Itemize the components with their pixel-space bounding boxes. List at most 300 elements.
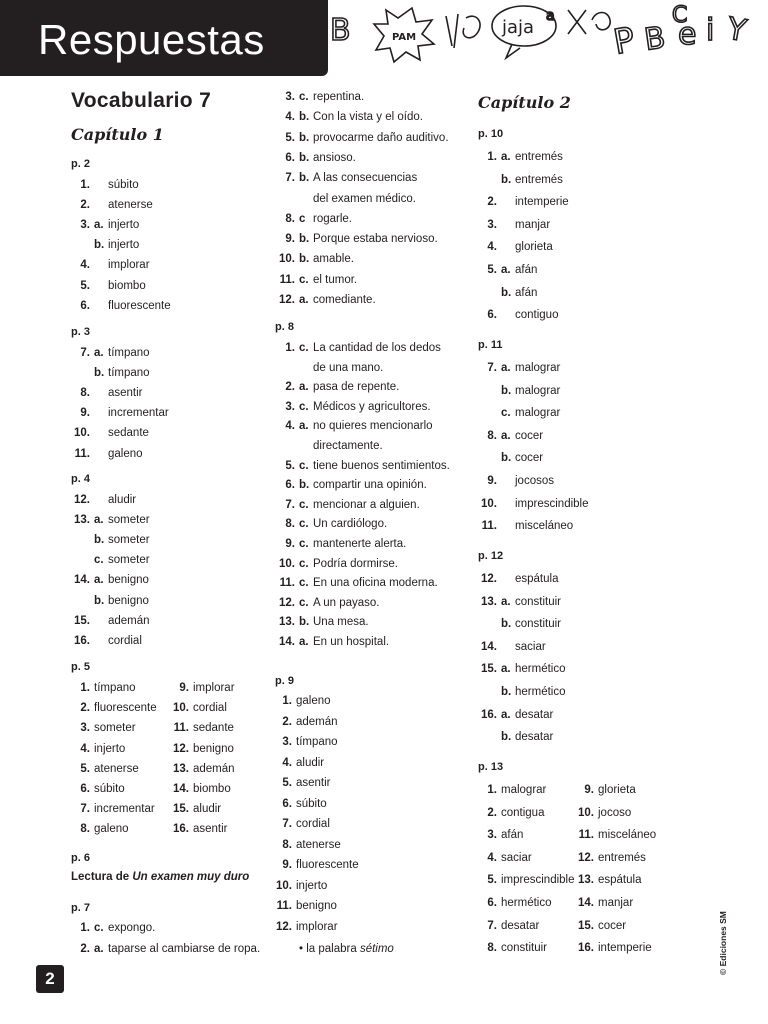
answer-item xyxy=(477,196,569,208)
item-number: 9. xyxy=(487,475,497,487)
answer-item xyxy=(275,636,389,648)
page-ref-label: p. 9 xyxy=(275,675,294,687)
item-number: 10. xyxy=(173,702,189,715)
item-letter: c. xyxy=(299,596,309,609)
answer-item xyxy=(477,942,547,954)
item-number: 1. xyxy=(285,342,295,354)
answer-item xyxy=(477,852,532,864)
item-number: 14. xyxy=(74,574,90,587)
answer-item xyxy=(275,577,438,589)
item-answer: jocosos xyxy=(515,475,554,487)
answer-item xyxy=(477,731,553,743)
item-answer: intemperie xyxy=(515,196,569,209)
item-answer: someter xyxy=(108,554,150,567)
item-number: 8. xyxy=(80,823,90,836)
answer-item xyxy=(165,823,228,835)
answer-item xyxy=(275,499,420,511)
item-letter: b. xyxy=(299,479,310,492)
item-answer: La cantidad de los dedos xyxy=(313,342,441,354)
item-number: 4. xyxy=(282,756,292,769)
answer-item xyxy=(275,420,433,432)
item-answer: imprescindible xyxy=(501,874,575,887)
item-answer: En un hospital. xyxy=(313,636,390,648)
item-number: 3. xyxy=(80,219,90,232)
answer-item xyxy=(272,921,338,933)
item-answer: constituir xyxy=(515,618,562,631)
item-number: 7. xyxy=(80,347,90,359)
item-answer: misceláneo xyxy=(598,829,657,842)
doodle-c: C xyxy=(672,3,688,28)
item-answer: contiguo xyxy=(515,309,559,322)
answer-item xyxy=(272,900,337,912)
header-doodles-illustration xyxy=(316,0,768,72)
item-letter: b. xyxy=(94,367,105,380)
item-answer: constituir xyxy=(515,595,562,608)
item-answer: manjar xyxy=(598,897,634,909)
answer-item xyxy=(165,783,231,795)
item-letter: a. xyxy=(501,264,511,276)
answer-item xyxy=(275,362,383,374)
item-answer: galeno xyxy=(94,823,129,836)
item-answer: ademán xyxy=(108,614,150,627)
answer-item xyxy=(70,702,157,714)
item-answer: provocarme daño auditivo. xyxy=(313,131,449,144)
answer-item xyxy=(70,743,125,755)
item-answer: cocer xyxy=(598,919,627,932)
item-answer: A las consecuencias xyxy=(313,172,418,185)
item-letter: a. xyxy=(94,219,104,232)
item-answer: desatar xyxy=(515,731,554,744)
item-number: 9. xyxy=(80,407,90,420)
item-number: 13. xyxy=(481,595,497,608)
item-answer: atenerse xyxy=(94,762,139,775)
item-number: 3. xyxy=(285,400,295,413)
item-number: 8. xyxy=(285,212,295,225)
answer-item xyxy=(477,596,561,608)
item-answer: fluorescente xyxy=(296,859,359,871)
item-answer: afán xyxy=(515,264,538,276)
item-number: 5. xyxy=(487,264,497,276)
item-number: 11. xyxy=(279,577,295,590)
item-answer: fluorescente xyxy=(94,702,157,715)
item-number: 7. xyxy=(285,498,295,511)
item-answer: expongo. xyxy=(108,922,156,934)
item-answer: constituir xyxy=(501,942,548,955)
item-number: 12. xyxy=(173,742,189,755)
item-letter: b. xyxy=(501,686,512,698)
answer-item xyxy=(477,407,560,419)
note-word: sétimo xyxy=(359,943,394,955)
item-answer: hermético xyxy=(515,686,566,698)
answer-item xyxy=(70,823,129,835)
answer-item xyxy=(275,479,427,491)
item-number: 16. xyxy=(578,942,594,955)
answer-item xyxy=(70,280,146,292)
section-title: Vocabulario 7 xyxy=(71,89,212,112)
item-answer: atenerse xyxy=(296,838,341,851)
answer-item xyxy=(477,498,589,510)
item-letter: c. xyxy=(299,459,309,472)
item-answer: amable. xyxy=(313,253,354,266)
item-number: 12. xyxy=(578,851,594,864)
item-number: 6. xyxy=(487,309,497,322)
item-letter: a. xyxy=(501,708,511,721)
answer-item xyxy=(477,829,523,841)
answer-item xyxy=(275,132,449,144)
item-letter: b. xyxy=(94,534,105,547)
page-ref-label: p. 6 xyxy=(71,852,90,864)
item-number: 7. xyxy=(80,803,90,816)
item-answer: afán xyxy=(515,286,538,299)
item-answer: Una mesa. xyxy=(313,616,369,629)
item-answer: sedante xyxy=(193,722,234,735)
item-answer: galeno xyxy=(296,695,331,707)
answer-item xyxy=(272,818,330,830)
item-number: 5. xyxy=(80,762,90,775)
item-number: 11. xyxy=(578,829,594,842)
item-letter: a. xyxy=(94,942,104,955)
answer-item xyxy=(165,722,234,734)
item-answer: benigno xyxy=(108,574,149,587)
item-letter: b. xyxy=(501,173,512,186)
answer-item xyxy=(70,367,150,379)
item-answer: implorar xyxy=(193,682,235,694)
item-answer: manjar xyxy=(515,218,551,231)
item-answer: implorar xyxy=(108,259,150,272)
item-letter: c. xyxy=(299,342,309,354)
answer-item xyxy=(477,174,563,186)
item-letter: c. xyxy=(299,91,309,103)
answer-item xyxy=(275,616,369,628)
item-number: 4. xyxy=(487,241,497,254)
item-letter: b. xyxy=(501,618,512,631)
answer-item xyxy=(570,829,656,841)
item-number: 7. xyxy=(282,818,292,830)
item-number: 9. xyxy=(584,784,594,796)
item-letter: a. xyxy=(94,574,104,587)
answer-item xyxy=(70,347,150,359)
item-number: 6. xyxy=(282,797,292,810)
item-letter: b. xyxy=(94,594,105,607)
item-answer: aludir xyxy=(193,803,222,816)
item-answer: aludir xyxy=(108,494,137,506)
answer-item xyxy=(70,635,142,647)
answer-item xyxy=(272,777,331,789)
answer-item xyxy=(70,554,150,566)
item-answer: ansioso. xyxy=(313,151,356,164)
item-number: 13. xyxy=(173,762,189,775)
item-number: 5. xyxy=(285,459,295,472)
item-answer: cocer xyxy=(515,429,544,442)
item-number: 2. xyxy=(487,806,497,819)
item-letter: a. xyxy=(299,420,309,433)
item-answer: Un cardiólogo. xyxy=(313,518,388,531)
answer-item xyxy=(70,259,150,271)
page-ref-label: p. 10 xyxy=(478,128,504,140)
item-number: 8. xyxy=(80,387,90,400)
item-number: 5. xyxy=(80,279,90,292)
item-answer: hermético xyxy=(515,663,566,676)
answer-item xyxy=(477,618,561,630)
item-answer: jocoso xyxy=(598,806,632,819)
answer-item xyxy=(570,807,631,819)
answer-item xyxy=(477,430,543,442)
item-answer: hermético xyxy=(501,897,552,909)
item-answer: ademán xyxy=(296,715,338,728)
item-number: 12. xyxy=(279,596,295,609)
item-number: 13. xyxy=(74,514,90,527)
item-number: 16. xyxy=(481,708,497,721)
item-answer: taparse al cambiarse de ropa. xyxy=(108,942,261,955)
item-number: 5. xyxy=(487,874,497,887)
item-answer: malograr xyxy=(501,784,547,796)
item-answer: saciar xyxy=(515,640,546,653)
answer-item xyxy=(70,943,260,955)
item-letter: b. xyxy=(299,151,310,164)
doodle-e: e xyxy=(678,17,697,52)
answer-item xyxy=(70,682,136,694)
item-number: 14. xyxy=(173,783,189,795)
item-number: 3. xyxy=(80,722,90,735)
item-answer: implorar xyxy=(296,920,338,933)
item-number: 2. xyxy=(487,196,497,209)
item-answer: espátula xyxy=(598,874,642,887)
item-number: 11. xyxy=(276,900,292,912)
item-letter: a. xyxy=(299,636,309,648)
item-letter: a. xyxy=(299,381,309,394)
item-letter: c. xyxy=(94,922,104,934)
item-answer: contigua xyxy=(501,806,545,819)
doodle-y: Y xyxy=(724,11,749,50)
item-answer: incrementar xyxy=(94,803,155,816)
item-answer: glorieta xyxy=(598,784,636,796)
item-number: 6. xyxy=(285,151,295,164)
item-answer: rogarle. xyxy=(313,212,352,225)
item-number: 5. xyxy=(282,777,292,789)
answer-item xyxy=(272,859,359,871)
answer-item xyxy=(272,695,331,707)
answer-item xyxy=(70,407,169,419)
page-ref-label: p. 7 xyxy=(71,902,90,914)
item-number: 16. xyxy=(74,634,90,647)
answer-item xyxy=(165,743,234,755)
item-answer: comediante. xyxy=(313,294,376,306)
item-letter: b. xyxy=(299,131,310,144)
answer-item xyxy=(70,722,136,734)
item-number: 6. xyxy=(487,897,497,909)
item-number: 12. xyxy=(481,573,497,585)
item-letter: b. xyxy=(501,286,512,299)
item-number: 1. xyxy=(487,151,497,163)
page-ref-label: p. 2 xyxy=(71,158,90,170)
item-answer: malograr xyxy=(515,362,561,374)
item-answer: pasa de repente. xyxy=(313,381,400,394)
item-number: 3. xyxy=(487,829,497,842)
item-number: 12. xyxy=(279,294,295,306)
item-answer: espátula xyxy=(515,573,559,585)
item-answer: A un payaso. xyxy=(313,596,380,609)
answer-item xyxy=(70,803,155,815)
item-number: 1. xyxy=(80,682,90,694)
answer-item xyxy=(70,219,139,231)
item-letter: b. xyxy=(299,111,310,124)
item-answer: Podría dormirse. xyxy=(313,557,399,570)
item-answer: mencionar a alguien. xyxy=(313,498,420,511)
page-ref-label: p. 8 xyxy=(275,321,294,333)
answer-item xyxy=(70,763,139,775)
answer-item xyxy=(70,387,143,399)
item-answer: ademán xyxy=(193,762,235,775)
answer-item xyxy=(477,151,563,163)
item-number: 14. xyxy=(578,897,594,909)
item-letter: b. xyxy=(299,616,310,629)
doodle-letter: B xyxy=(330,13,351,48)
item-letter: c. xyxy=(94,554,104,567)
item-letter: a. xyxy=(299,294,309,306)
item-answer: súbito xyxy=(108,179,139,191)
item-number: 12. xyxy=(74,494,90,506)
item-number: 7. xyxy=(487,919,497,932)
answer-item xyxy=(477,452,543,464)
item-answer: Con la vista y el oído. xyxy=(313,111,423,124)
item-answer: entremés xyxy=(515,173,563,186)
item-number: 10. xyxy=(481,497,497,510)
answer-item xyxy=(275,460,450,472)
answer-item xyxy=(477,874,575,886)
answer-item xyxy=(165,763,235,775)
item-answer: biombo xyxy=(193,783,231,795)
doodle-i: i xyxy=(706,13,715,48)
answer-item xyxy=(70,922,155,934)
p9-note xyxy=(299,943,394,955)
answer-item xyxy=(272,716,338,728)
item-letter: b. xyxy=(299,233,310,246)
item-answer: injerto xyxy=(94,742,126,755)
doodle-pam: PAM xyxy=(392,32,417,43)
item-answer: fluorescente xyxy=(108,299,171,312)
item-answer: malograr xyxy=(515,407,561,420)
answer-item xyxy=(275,152,356,164)
doodle-jaja: jaja xyxy=(502,17,535,38)
item-number: 13. xyxy=(279,616,295,629)
page-ref-label: p. 11 xyxy=(478,339,503,351)
answer-item xyxy=(272,880,327,892)
item-answer: malograr xyxy=(515,384,561,397)
item-answer: aludir xyxy=(296,756,325,769)
page-ref-label: p. 5 xyxy=(71,661,90,673)
answer-item xyxy=(165,803,221,815)
item-answer: cordial xyxy=(108,634,142,647)
item-number: 6. xyxy=(80,783,90,795)
answer-item xyxy=(570,784,636,796)
item-number: 11. xyxy=(74,447,90,460)
item-letter: b. xyxy=(501,452,512,465)
answer-item xyxy=(477,264,537,276)
item-letter: b. xyxy=(299,253,310,266)
item-answer: intemperie xyxy=(598,942,652,955)
chapter-heading: Capítulo 2 xyxy=(478,93,571,112)
item-number: 10. xyxy=(276,879,292,892)
header-banner xyxy=(0,0,328,76)
item-answer: benigno xyxy=(108,594,149,607)
page-title: Respuestas xyxy=(38,16,265,63)
item-number: 14. xyxy=(279,636,295,648)
answer-item xyxy=(477,219,550,231)
answer-item xyxy=(477,663,566,675)
item-answer: afán xyxy=(501,829,524,842)
answer-item xyxy=(477,475,554,487)
item-number: 11. xyxy=(481,520,497,533)
item-number: 9. xyxy=(179,682,189,694)
answer-item xyxy=(272,736,338,748)
answer-item xyxy=(70,574,149,586)
item-letter: b. xyxy=(299,172,310,185)
answer-item xyxy=(70,179,139,191)
answer-item xyxy=(275,193,416,205)
copyright-notice: © Ediciones SM xyxy=(718,911,728,975)
item-number: 1. xyxy=(80,922,90,934)
item-answer: tiene buenos sentimientos. xyxy=(313,459,450,472)
answer-item xyxy=(275,233,438,245)
item-answer: Porque estaba nervioso. xyxy=(313,233,438,246)
item-number: 4. xyxy=(80,259,90,272)
item-number: 15. xyxy=(481,663,497,676)
answer-item xyxy=(570,942,652,954)
item-number: 4. xyxy=(285,420,295,433)
item-number: 8. xyxy=(285,518,295,531)
item-number: 12. xyxy=(276,920,292,933)
item-answer: desatar xyxy=(501,919,540,932)
item-answer: súbito xyxy=(296,797,327,810)
answer-item xyxy=(477,686,566,698)
item-number: 15. xyxy=(74,614,90,627)
item-answer: injerto xyxy=(108,219,140,232)
answer-item xyxy=(275,401,431,413)
answer-item xyxy=(165,682,235,694)
answer-item xyxy=(570,897,633,909)
item-number: 7. xyxy=(487,362,497,374)
item-letter: c. xyxy=(299,538,309,550)
answer-item xyxy=(477,784,546,796)
item-answer: benigno xyxy=(193,742,234,755)
item-letter: c. xyxy=(299,498,309,511)
item-answer: galeno xyxy=(108,447,143,460)
item-number: 9. xyxy=(285,538,295,550)
item-answer: someter xyxy=(94,722,136,735)
item-letter: a. xyxy=(501,595,511,608)
chapter-heading: Capítulo 1 xyxy=(71,125,164,144)
answer-item xyxy=(165,702,227,714)
answer-item xyxy=(477,287,537,299)
item-number: 13. xyxy=(578,874,594,887)
answer-item xyxy=(275,213,352,225)
reading-title-line xyxy=(71,872,249,884)
item-answer: tímpano xyxy=(108,347,150,359)
item-number: 8. xyxy=(487,942,497,955)
item-letter: c. xyxy=(299,400,309,413)
page-number-badge: 2 xyxy=(36,965,64,993)
answer-item xyxy=(477,309,558,321)
doodle-a: a xyxy=(546,8,555,24)
item-number: 11. xyxy=(173,722,189,735)
answer-item xyxy=(275,342,441,354)
item-answer: el tumor. xyxy=(313,273,358,286)
item-answer: benigno xyxy=(296,900,337,912)
answer-item xyxy=(275,538,406,550)
item-letter: c. xyxy=(299,273,309,286)
answer-item xyxy=(570,852,646,864)
item-letter: b. xyxy=(501,731,512,744)
